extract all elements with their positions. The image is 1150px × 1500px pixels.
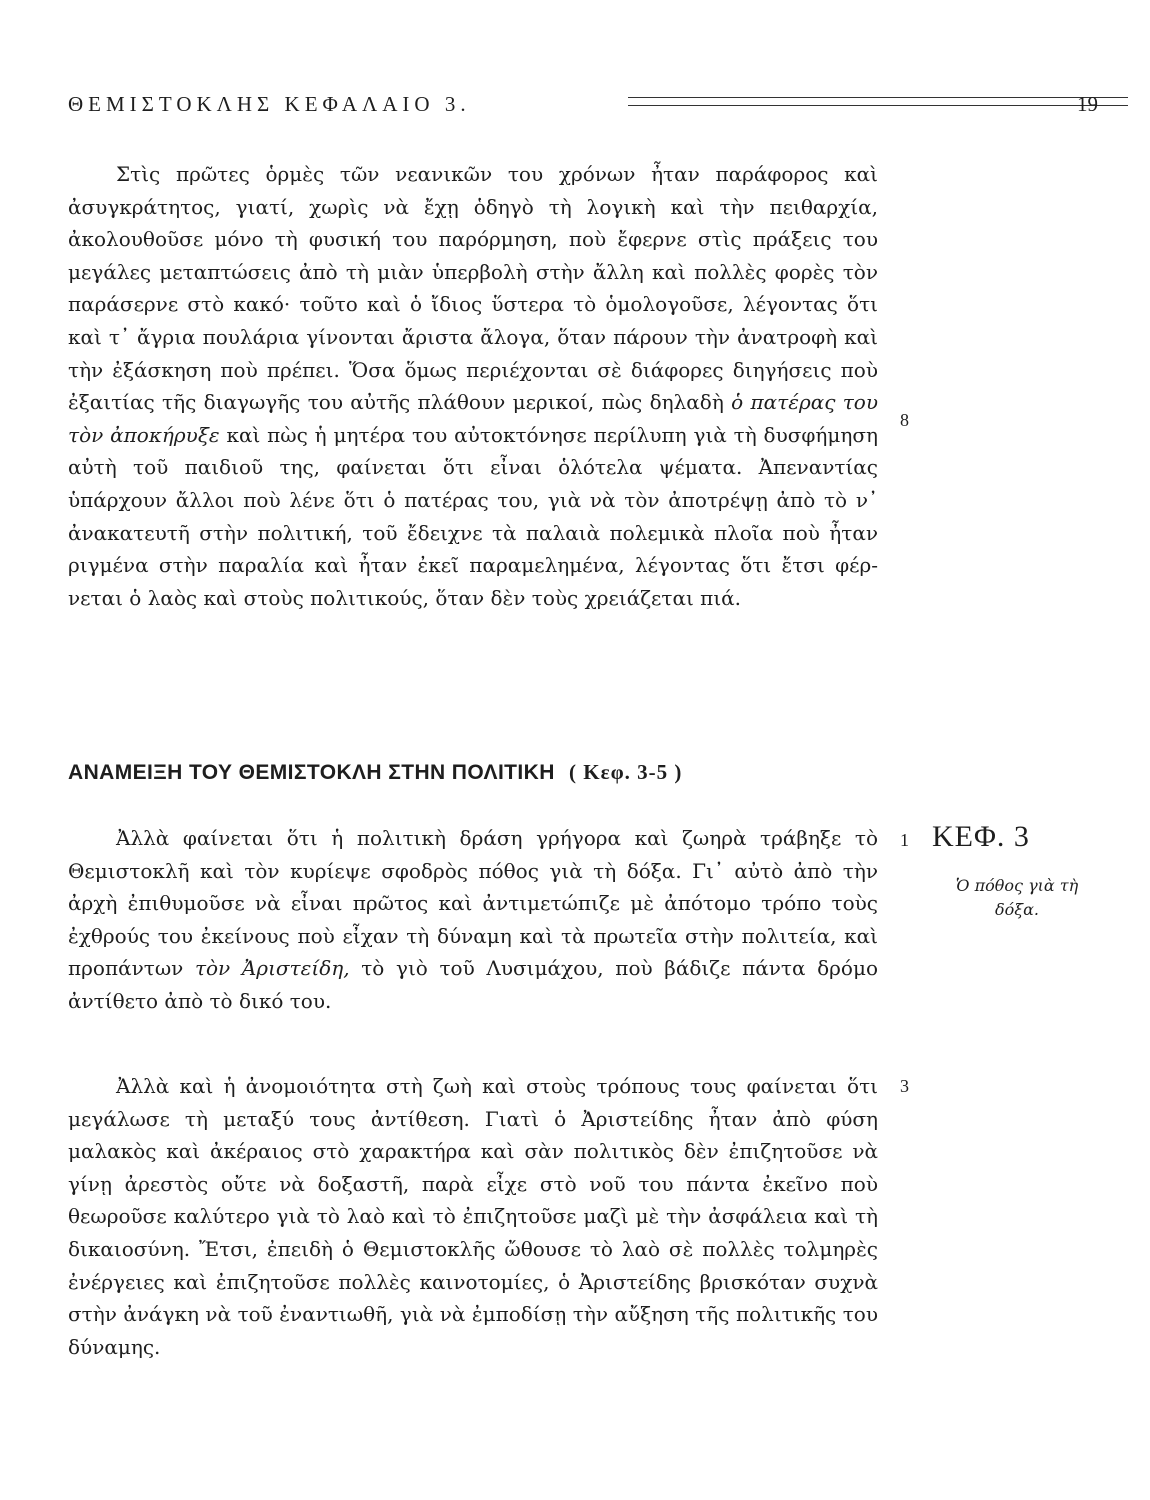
paragraph-1-italic: ὁ πατέρας του τὸν ἀποκήρυξε [68, 390, 879, 447]
section-heading [68, 760, 918, 785]
header-title: ΘΕΜΙΣΤΟΚΛΗΣ ΚΕΦΑΛΑΙΟ 3. [68, 92, 471, 116]
paragraph-1 [68, 158, 878, 614]
line-number-8: 8 [900, 410, 909, 430]
paragraph-2 [68, 822, 878, 1018]
paragraph-1-text-after: καὶ πὼς ἡ μητέρα του αὐτοκτόνησε περίλυπη γιὰ τὴ δυσφήμηση αὐτὴ τοῦ παιδιοῦ της, φαίνεται ὅτι εἶναι ὁλότελα ψέματα. Ἀπεναντίας ὑπάρχουν ἄλλοι ποὺ λένε ὅτι ὁ πατέρας του, γιὰ νὰ τὸν ἀποτρέψῃ ἀπὸ τὸ ν᾿ ἀνακατευτῆ στὴν πολιτική, τοῦ ἔδειχνε τὰ παλαιὰ πολεμικὰ πλοῖα ποὺ ἦταν ριγμένα στὴν παραλία καὶ ἦταν ἐκεῖ παραμελημένα, λέγοντας ὅτι ἔτσι φέρνεται ὁ λαὸς καὶ στοὺς πολιτικούς, ὅταν δὲν τοὺς χρειάζεται πιά. [68, 422, 879, 610]
margin-note: Ὁ πόθος γιὰ τὴ δόξα. [955, 876, 1079, 919]
header-double-rule [628, 97, 1128, 106]
paragraph-2-text: Ἀλλὰ φαίνεται ὅτι ἡ πολιτικὴ δράση γρήγορα καὶ ζωηρὰ τράβηξε τὸ Θεμιστοκλῆ καὶ τὸν κυρίεψε σφοδρὸς πόθος γιὰ τὴ δόξα. Γι᾿ αὐτὸ ἀπὸ τὴν ἀρχὴ ἐπιθυμοῦσε νὰ εἶναι πρῶτος καὶ ἀντιμετώπιζε μὲ ἀπότομο τρόπο τοὺς ἐχθρούς του ἐκείνους ποὺ εἶχαν τὴ δύναμη καὶ τὰ πρωτεῖα στὴν πολιτεία, καὶ προπάντων [68, 826, 878, 981]
line-number-3: 3 [900, 1076, 909, 1096]
section-heading-ref: ( Κεφ. 3-5 ) [569, 760, 683, 784]
page-number: 19 [1077, 92, 1098, 116]
section-heading-title: ΑΝΑΜΕΙΞΗ ΤΟΥ ΘΕΜΙΣΤΟΚΛΗ ΣΤΗΝ ΠΟΛΙΤΙΚΗ [68, 761, 555, 784]
paragraph-2-italic: τὸν Ἀριστείδη, [194, 956, 350, 981]
running-header [68, 92, 1098, 122]
paragraph-3-text: Ἀλλὰ καὶ ἡ ἀνομοιότητα στὴ ζωὴ καὶ στοὺς τρόπους τους φαίνεται ὅτι μεγάλωσε τὴ μεταξύ τους ἀντίθεση. Γιατὶ ὁ Ἀριστείδης ἦταν ἀπὸ φύση μαλακὸς καὶ ἀκέραιος στὸ χαρακτήρα καὶ σὰν πολιτικὸς δὲν ἐπιζητοῦσε νὰ γίνῃ ἀρεστὸς οὔτε νὰ δοξαστῆ, παρὰ εἶχε στὸ νοῦ του πάντα ἐκεῖνο ποὺ θεωροῦσε καλύτερο γιὰ τὸ λαὸ καὶ τὸ ἐπιζητοῦσε μαζὶ μὲ τὴν ἀσφάλεια καὶ τὴ δικαιοσύνη. Ἔτσι, ἐπειδὴ ὁ Θεμιστοκλῆς ὤθουσε τὸ λαὸ σὲ πολλὲς τολμηρὲς ἐνέργειες καὶ ἐπιζητοῦσε πολλὲς καινοτομίες, ὁ Ἀριστείδης βρισκόταν συχνὰ στὴν ἀνάγκη νὰ τοῦ ἐναντιωθῆ, γιὰ νὰ ἐμποδίσῃ τὴν αὔξηση τῆς πολιτικῆς του δύναμης. [68, 1074, 878, 1359]
paragraph-3 [68, 1070, 878, 1363]
margin-chapter-label: ΚΕΦ. 3 [932, 820, 1030, 853]
paragraph-1-text: Στὶς πρῶτες ὁρμὲς τῶν νεανικῶν του χρόνων ἦταν παράφορος καὶ ἀσυγκράτητος, γιατί, χωρὶς νὰ ἔχῃ ὁδηγὸ τὴ λογικὴ καὶ τὴν πειθαρχία, ἀκολουθοῦσε μόνο τὴ φυσική του παρόρμηση, ποὺ ἔφερνε στὶς πράξεις του μεγάλες μεταπτώσεις ἀπὸ τὴ μιὰν ὑπερβολὴ στὴν ἄλλη καὶ πολλὲς φορὲς τὸν παράσερνε στὸ κακό· τοῦτο καὶ ὁ ἴδιος ὕστερα τὸ ὁμολογοῦσε, λέγοντας ὅτι καὶ τ᾿ ἄγρια πουλάρια γίνονται ἄριστα ἄλογα, ὅταν πάρουν τὴν ἀνατροφὴ καὶ τὴν ἐξάσκηση ποὺ πρέπει. Ὅσα ὅμως περιέχονται σὲ διάφορες διηγήσεις ποὺ ἐξαιτίας τῆς διαγωγῆς του αὐτῆς πλάθουν μερικοί, πὼς δηλαδὴ [68, 162, 878, 415]
line-number-1: 1 [900, 830, 909, 850]
paragraph-2-text-after: τὸ γιὸ τοῦ Λυσιμάχου, ποὺ βάδιζε πάντα δρόμο ἀντίθετο ἀπὸ τὸ δικό του. [68, 956, 878, 1013]
